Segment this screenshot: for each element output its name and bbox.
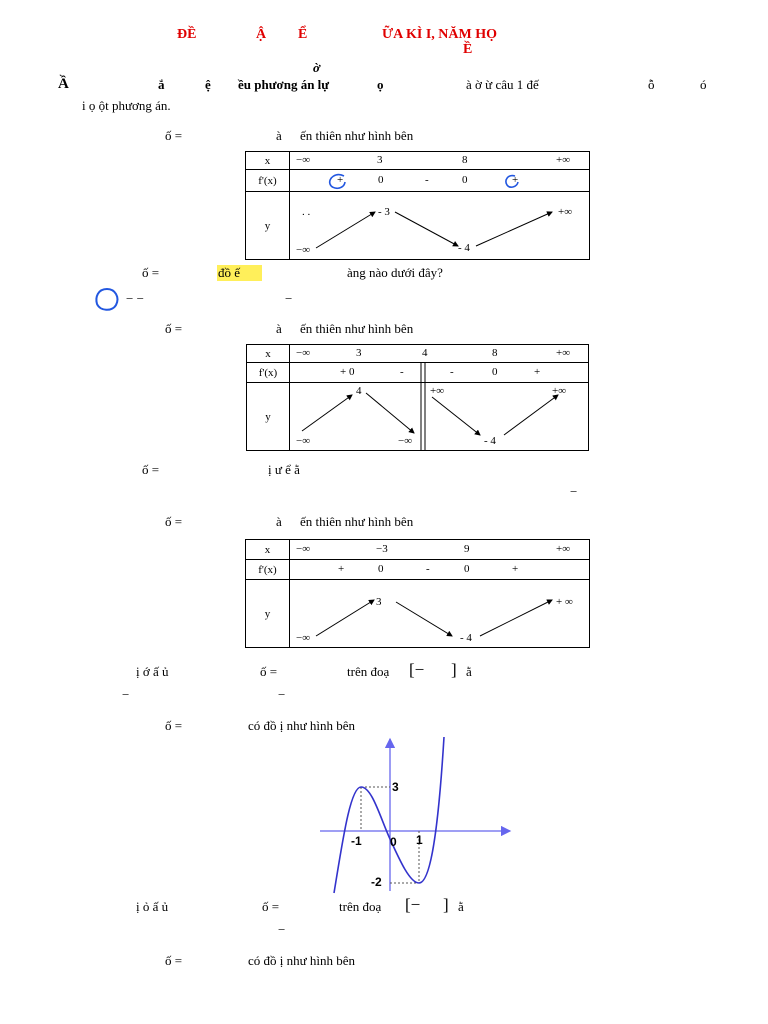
q5-fp-2: - [426,563,430,575]
q3-y-max: 4 [356,385,362,397]
q5-y-minf: −∞ [296,632,311,644]
q5-x-row [290,540,590,560]
q2-prefix: ố = [142,265,160,280]
q5-fp-row [290,560,590,580]
q3-text-a: à [276,321,282,336]
q6-bracket-right: ] [451,660,457,679]
q3-y-minf-right: −∞ [398,435,413,447]
q5-prefix: ố = [165,514,183,529]
q5-x-3: +∞ [556,543,571,555]
q5-fp-4: + [512,563,519,575]
q7-label-3: 3 [392,780,399,794]
q8-text-b: trên đoạ [339,899,382,914]
q3-y-minf-left: −∞ [296,435,311,447]
q7-label-neg1: -1 [351,834,362,848]
q1-text-a: à [276,128,282,143]
q3-x-row [290,345,589,363]
q4-dash: − [570,484,578,499]
q1-y-dots: . . [302,206,311,218]
q5-x-1: −3 [376,543,388,555]
q3-fp-0: + 0 [340,366,355,378]
q7-graph [320,735,520,893]
q3-fp-4: + [534,366,541,378]
q1-y-min: - 4 [458,242,470,254]
q6-text-a: ị ớ ấ ủ [136,664,169,679]
q7-label-1: 1 [416,833,423,847]
title-line2: Ề [463,42,473,57]
subtitle: ờ [313,60,320,75]
q1-x-3: +∞ [556,154,571,166]
q3-fp-3: 0 [492,366,498,378]
intro-part7: ỗ [648,77,655,92]
q5-variation-table [245,539,590,648]
q5-y-min: - 4 [460,632,472,644]
q8-dash: − [278,922,286,937]
q6-prefix: ố = [260,664,278,679]
q1-x-row [290,152,590,170]
intro-line2: i ọ ột phương án. [82,98,171,113]
q5-y-row [290,580,590,648]
intro-part3: ệ [205,77,211,92]
intro-part1: Ầ [58,76,69,92]
q5-arrows [290,580,589,648]
title-a: Ậ [256,27,267,42]
q5-x-2: 9 [464,543,470,555]
q8-bracket-right: ] [443,895,449,914]
intro-part2: ắ [158,77,165,92]
q8-prefix: ố = [262,899,280,914]
q1-fp-3: 0 [462,174,468,186]
q3-variation-table [246,344,589,451]
q5-fp-1: 0 [378,563,384,575]
q3-y-pinf-left: +∞ [430,385,445,397]
q5-row-x-label: x [246,540,290,560]
q3-row-y-label: y [247,383,290,451]
q3-y-row [290,383,589,451]
q7-text: có đồ ị như hình bên [248,718,356,733]
q2-dash1: − − [126,291,144,306]
q1-x-2: 8 [462,154,468,166]
q6-bracket-left: [− [409,660,425,679]
q3-double-bar-top [290,363,588,383]
q3-arrows [290,383,588,451]
q7-graph-svg [320,735,520,893]
q5-y-max: 3 [376,596,382,608]
q8-tail: ằ [458,899,464,914]
intro-part4: ều phương án lự [238,77,330,92]
q3-fp-1: - [400,366,404,378]
q3-x-3: 8 [492,347,498,359]
q5-row-y-label: y [246,580,290,648]
q8-bracket-left: [− [405,895,421,914]
q1-x-0: −∞ [296,154,311,166]
q3-x-4: +∞ [556,347,571,359]
q3-row-fp-label: f'(x) [247,363,290,383]
q5-text-a: à [276,514,282,529]
q3-x-1: 3 [356,347,362,359]
q6-tail: ằ [466,664,472,679]
q1-pen-marks [290,170,590,192]
q3-x-2: 4 [422,347,428,359]
q3-y-min: - 4 [484,435,496,447]
intro-part8: ó [700,77,707,92]
q5-x-0: −∞ [296,543,311,555]
q7-prefix: ố = [165,718,183,733]
intro-part5: ọ [377,77,384,92]
q2-text: àng nào dưới đây? [347,265,443,280]
q5-text-b: ến thiên như hình bên [300,514,414,529]
q1-y-minf: −∞ [296,244,311,256]
q3-row-x-label: x [247,345,290,363]
title-left: ĐỀ [177,27,197,42]
q9-prefix: ố = [165,953,183,968]
q5-row-fp-label: f'(x) [246,560,290,580]
q7-curve [334,737,444,893]
q4-prefix: ố = [142,462,160,477]
q6-dash2: − [278,687,286,702]
q8-text-a: ị ỏ ấ ủ [136,899,169,914]
q3-x-0: −∞ [296,347,311,359]
q1-row-fp-label: f'(x) [246,170,290,192]
intro-part6: à ờ ừ câu 1 đế [466,77,539,92]
q1-row-y-label: y [246,192,290,260]
q1-prefix: ố = [165,128,183,143]
q6-dash1: − [122,687,130,702]
q1-y-row [290,192,590,260]
q1-fp-1: 0 [378,174,384,186]
q3-text-b: ến thiên như hình bên [300,321,414,336]
q1-text-b: ến thiên như hình bên [300,128,414,143]
q2-highlight: đồ ế [217,265,262,281]
q1-row-x-label: x [246,152,290,170]
q1-fp-row [290,170,590,192]
q1-fp-2: - [425,174,429,186]
q6-text-b: trên đoạ [347,664,390,679]
q3-y-pinf-right: +∞ [552,385,567,397]
q5-y-pinf: + ∞ [556,596,573,608]
q1-fp-0: + [337,174,344,186]
q7-label-0: 0 [390,835,397,849]
title-right: ỮA KÌ I, NĂM HỌ [382,27,497,42]
q1-y-max: - 3 [378,206,390,218]
title-b: Ể [298,27,308,42]
q9-text: có đồ ị như hình bên [248,953,356,968]
answer-circle-icon [94,287,120,313]
q2-dash2: − [285,291,293,306]
q1-arrows [290,192,590,260]
q5-fp-3: 0 [464,563,470,575]
q1-fp-4: + [512,174,519,186]
q3-fp-2: - [450,366,454,378]
q1-variation-table [245,151,590,260]
q3-prefix: ố = [165,321,183,336]
q4-text: ị ư ể ằ [268,462,300,477]
q3-fp-row [290,363,589,383]
q1-x-1: 3 [377,154,383,166]
q7-label-neg2: -2 [371,875,382,889]
q5-fp-0: + [338,563,345,575]
q1-y-pinf: +∞ [558,206,573,218]
